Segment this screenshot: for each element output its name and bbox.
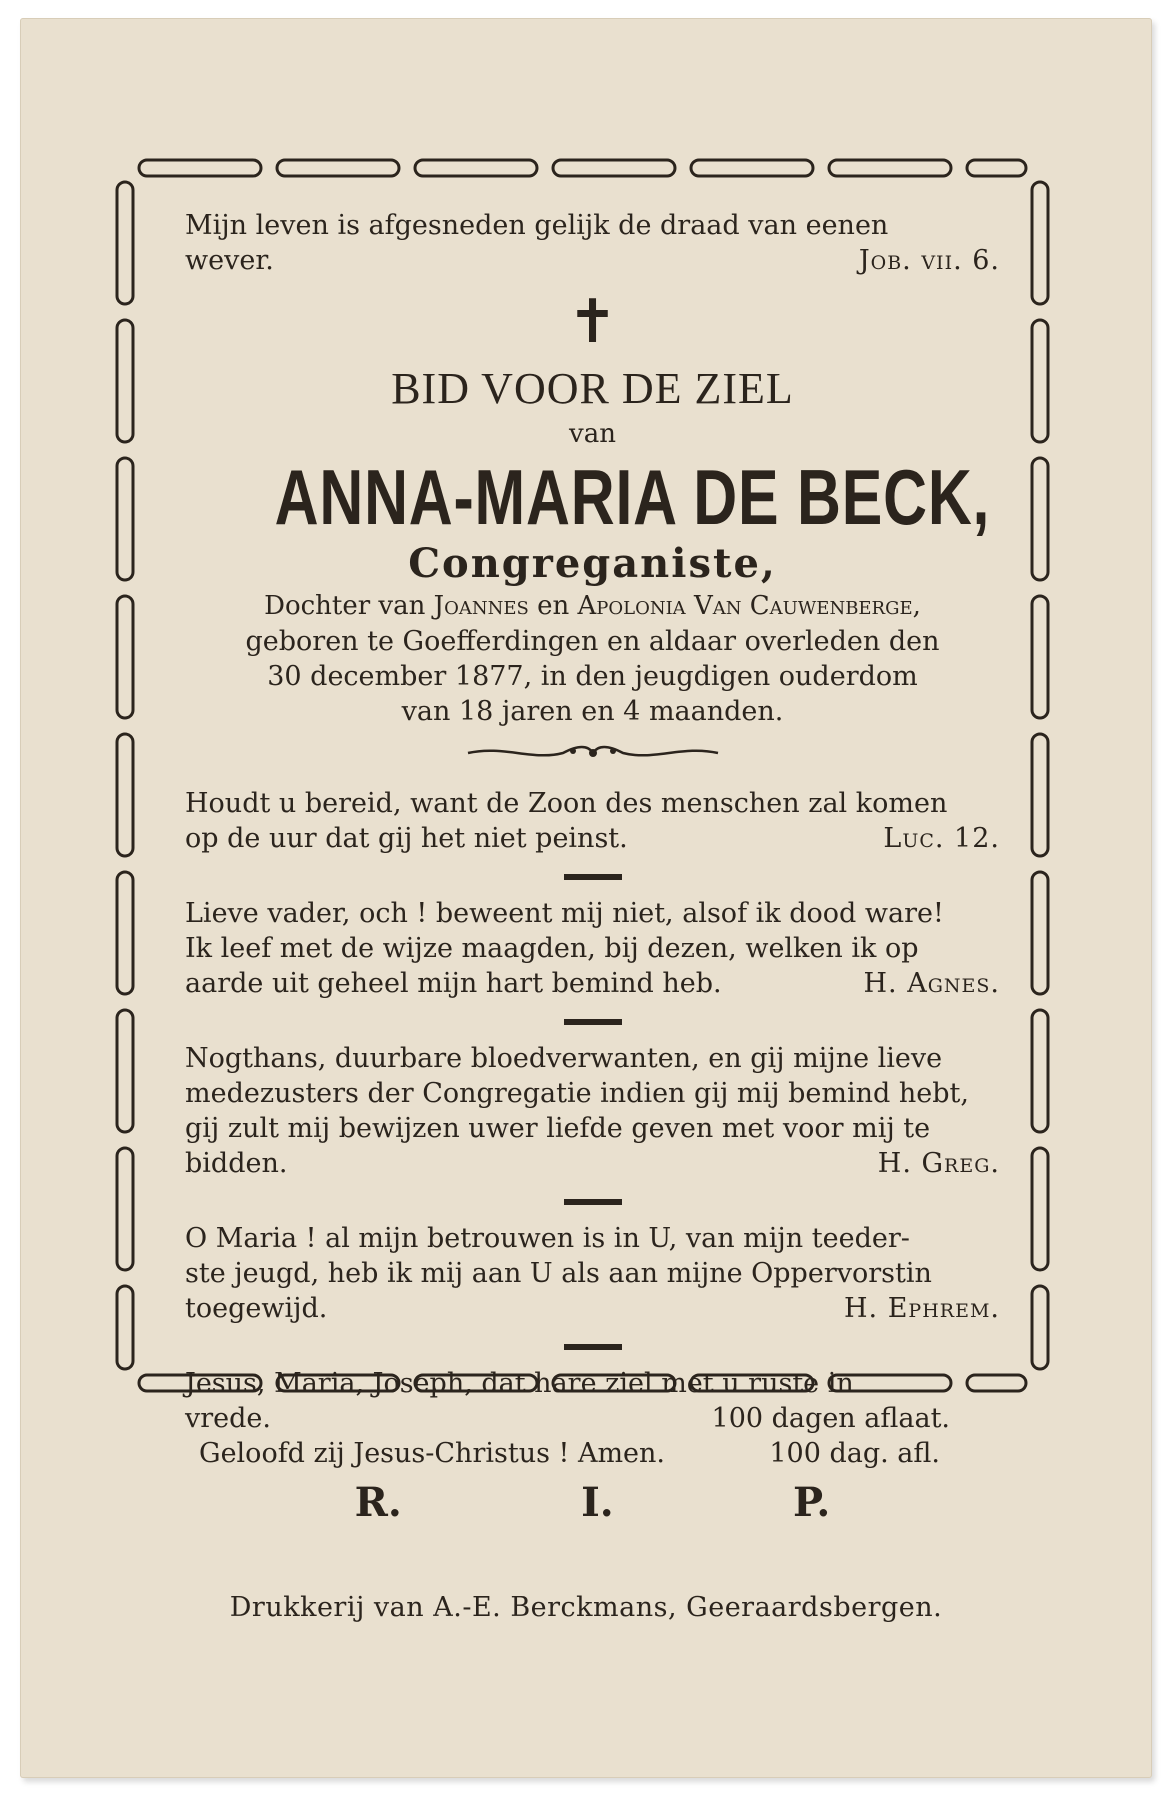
quote-greg [185,1041,1000,1181]
chain-link [117,734,133,856]
chain-link [139,160,261,176]
chain-link [117,596,133,718]
father-name: Joannes [433,591,529,621]
chain-link [1032,320,1048,442]
epigraph [185,208,1000,278]
ornament-divider [185,739,1000,774]
birth-line-1: geboren te Goefferdingen en aldaar overleden den [245,626,940,657]
chain-link [117,320,133,442]
heading: BID VOOR DE ZIEL [391,364,794,413]
epigraph-line-1: Mijn leven is afgesneden gelijk de draad van eenen [185,210,889,241]
rip-p: P. [792,1479,831,1526]
chain-link [1032,872,1048,994]
printer-imprint: Drukkerij van A.-E. Berckmans, Geeraardsbergen. [229,1592,943,1623]
quote-agnes-line-2: Ik leef met de wijze maagden, bij dezen, welken ik op [185,933,919,964]
chain-link [117,458,133,580]
divider-rule [564,1019,622,1025]
chain-link [967,160,1026,176]
card-text [185,208,1000,1529]
quote-greg-reference: H. Greg. [877,1148,1000,1179]
rip-r: R. [354,1479,402,1526]
quote-luke-line-2: op de uur dat gij het niet peinst. [185,823,628,854]
quote-ephrem-line-2: ste jeugd, heb ik mij aan U als aan mijne Oppervorstin [185,1258,932,1289]
quote-agnes-reference: H. Agnes. [863,968,1000,999]
chain-link [117,1286,133,1369]
prayer-indulgence-2: 100 dag. afl. [769,1438,940,1469]
epigraph-reference: Job. vii. 6. [858,245,1000,276]
quote-ephrem-reference: H. Ephrem. [844,1293,1000,1324]
quote-ephrem [185,1221,1000,1326]
chain-link [117,1148,133,1270]
chain-link [553,160,675,176]
chain-link [1032,734,1048,856]
parents-line [185,588,1000,624]
birth-line-3: van 18 jaren en 4 maanden. [401,696,784,727]
chain-link [117,1010,133,1132]
chain-link [277,160,399,176]
birth-death-text [185,624,1000,729]
role-title: Congreganiste, [408,540,777,587]
parents-and: en [537,591,570,621]
epigraph-line-2: wever. [185,245,274,276]
chain-link [1032,182,1048,304]
quote-greg-line-3: gij zult mij bewijzen uwer liefde geven met voor mij te [185,1113,931,1144]
quote-agnes [185,896,1000,1001]
divider-rule [564,1344,622,1350]
quote-agnes-line-3: aarde uit geheel mijn hart bemind heb. [185,968,722,999]
prayer-line-1: Jesus, Maria, Joseph, dat hare ziel met u ruste in [185,1368,854,1399]
chain-link [117,872,133,994]
rip-i: I. [581,1479,614,1526]
quote-ephrem-line-3: toegewijd. [185,1293,328,1324]
parents-prefix: Dochter van [264,591,426,621]
quote-luke-reference: Luc. 12. [883,823,1000,854]
chain-link [1032,596,1048,718]
quote-greg-line-4: bidden. [185,1148,288,1179]
quote-luke [185,786,1000,856]
chain-link [1032,458,1048,580]
memorial-card [20,18,1152,1778]
divider-rule [564,1199,622,1205]
prayer-line-2: vrede. [185,1403,271,1434]
quote-agnes-line-1: Lieve vader, och ! beweent mij niet, alsof ik dood ware! [185,898,944,929]
chain-link [691,160,813,176]
quote-luke-line-1: Houdt u bereid, want de Zoon des menschen zal komen [185,788,948,819]
birth-line-2: 30 december 1877, in den jeugdigen ouderdom [267,661,918,692]
chain-link [117,182,133,304]
quote-ephrem-line-1: O Maria ! al mijn betrouwen is in U, van mijn teeder- [185,1223,910,1254]
chain-link [1032,1148,1048,1270]
cross-icon: ✝ [567,287,618,357]
quote-greg-line-1: Nogthans, duurbare bloedverwanten, en gij mijne lieve [185,1043,943,1074]
quote-greg-line-2: medezusters der Congregatie indien gij mij bemind hebt, [185,1078,969,1109]
van-text: van [569,419,616,449]
chain-link [1032,1286,1048,1369]
deceased-name: ANNA-MARIA DE BECK, [274,453,991,541]
chain-link [829,160,951,176]
chain-link [1032,1010,1048,1132]
rip-letters [185,1477,1000,1529]
prayer-indulgence-1: 100 dagen aflaat. [711,1403,950,1434]
mother-name: Apolonia Van Cauwenberge, [577,591,921,621]
prayer-line-3: Geloofd zij Jesus-Christus ! Amen. [199,1438,666,1469]
closing-prayer [185,1366,1000,1471]
divider-rule [564,874,622,880]
chain-link [415,160,537,176]
